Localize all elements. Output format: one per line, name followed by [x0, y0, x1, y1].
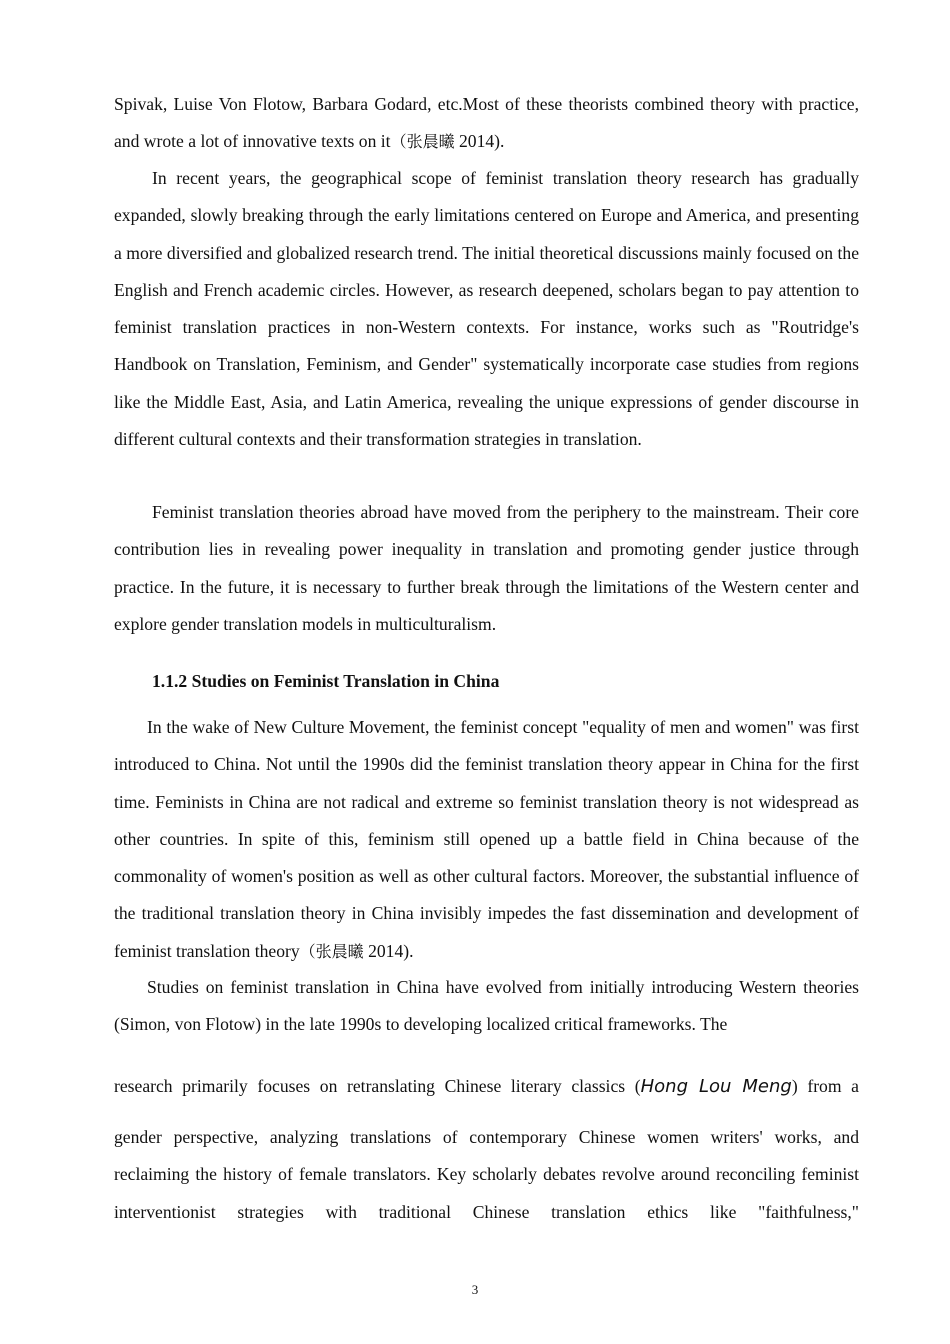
page-number: 3	[471, 1282, 479, 1297]
citation-author: （张晨曦	[299, 941, 364, 961]
paragraph-geographical-scope: In recent years, the geographical scope of feminist translation theory research has gradually expanded, slowly breaking through the early limitations centered on Europe and America, and presenting a more diversified and globalized research trend. The initial theoretical discussions mainly focused on the English and French academic circles. However, as research deepened, scholars began to pay attention to feminist translation practices in non-Western contexts. For instance, works such as "Routridge's Handbook on Translation, Feminism, and Gender" systematically incorporate case studies from regions like the Middle East, Asia, and Latin America, revealing the unique expressions of gender discourse in different cultural contexts and their transformation strategies in translation.	[114, 168, 859, 450]
paragraph-china-studies-part2	[114, 1068, 859, 1105]
paragraph-text: research primarily focuses on retranslating Chinese literary classics (	[114, 1076, 641, 1096]
citation-year: 2014).	[363, 940, 414, 961]
paragraph-text: ) from a	[791, 1076, 859, 1096]
citation-author: （张晨曦	[390, 132, 455, 152]
paragraph-new-culture-movement	[114, 709, 859, 970]
section-heading: 1.1.2 Studies on Feminist Translation in China	[152, 671, 500, 691]
paragraph-theorists	[114, 86, 859, 161]
paragraph-china-studies-part3: gender perspective, analyzing translations of contemporary Chinese women writers' works, and reclaiming the history of female translators. Key scholarly debates revolve around reconciling feminist interventionist strategies with traditional Chinese translation ethics like "faithfulness,"	[114, 1127, 859, 1222]
paragraph-text: Spivak, Luise Von Flotow, Barbara Godard, etc.Most of these theorists combined theory with practice, and wrote a lot of innovative texts on it	[114, 94, 859, 152]
paragraph-china-studies-part1: Studies on feminist translation in China have evolved from initially introducing Western theories (Simon, von Flotow) in the late 1990s to developing localized critical frameworks. The	[114, 977, 859, 1035]
citation-year: 2014).	[454, 131, 505, 152]
paragraph-text: In the wake of New Culture Movement, the feminist concept "equality of men and women" was first introduced to China. Not until the 1990s did the feminist translation theory appear in China for the first time. Feminists in China are not radical and extreme so feminist translation theory is not widespread as other countries. In spite of this, feminism still opened up a battle field in China because of the commonality of women's position as well as other cultural factors. Moreover, the substantial influence of the traditional translation theory in China invisibly impedes the fast dissemination and development of feminist translation theory	[114, 717, 859, 961]
paragraph-periphery-mainstream: Feminist translation theories abroad have moved from the periphery to the mainstream. Their core contribution lies in revealing power inequality in translation and promoting gender justice through practice. In the future, it is necessary to further break through the limitations of the Western center and explore gender translation models in multiculturalism.	[114, 502, 859, 634]
book-title: Hong Lou Meng	[640, 1076, 792, 1097]
